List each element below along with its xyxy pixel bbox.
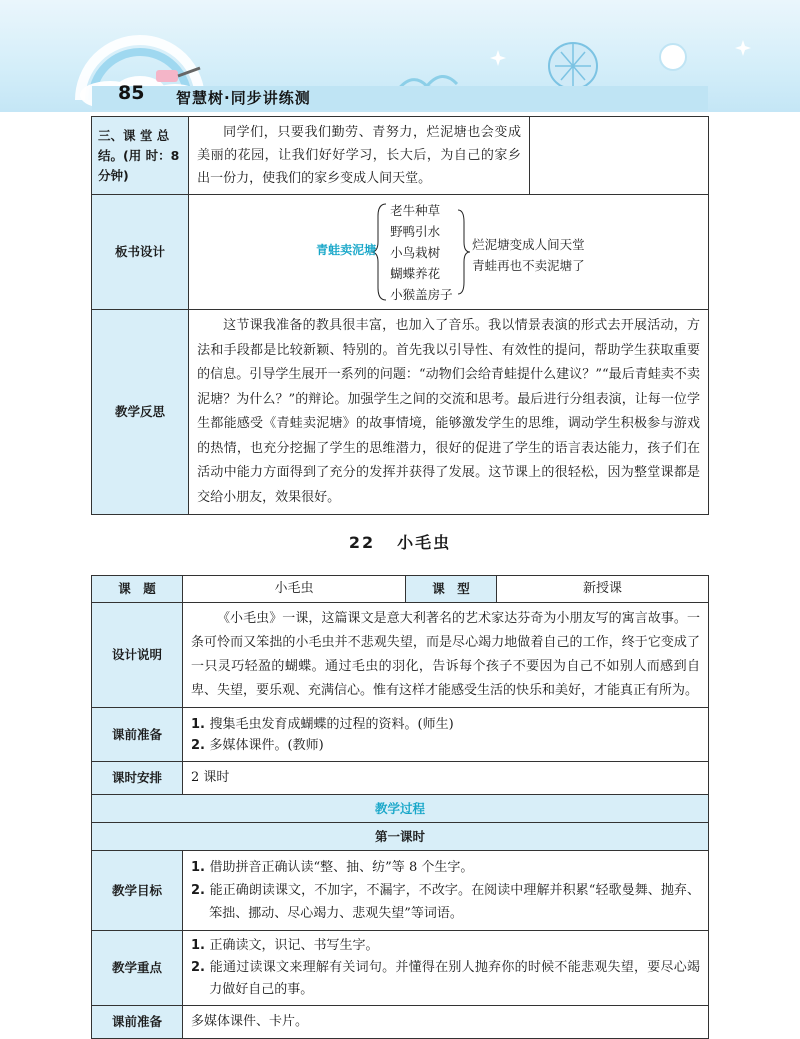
- first-period-title: 第一课时: [92, 823, 709, 851]
- page-number: 85: [118, 82, 145, 104]
- board-result: 烂泥塘变成人间天堂: [472, 237, 585, 252]
- reflection-label: 教学反思: [92, 310, 189, 515]
- type-label: 课 型: [406, 576, 497, 603]
- star-icon: [735, 40, 751, 56]
- goal-item: 1. 借助拼音正确认读“整、抽、纺”等 8 个生字。: [191, 860, 474, 875]
- board-item: 野鸭引水: [390, 224, 441, 239]
- page-header: [0, 0, 800, 112]
- design-label: 设计说明: [92, 603, 183, 708]
- summary-text: [189, 117, 530, 195]
- lesson-title: [0, 530, 800, 553]
- board-item: 蝴蝶养花: [390, 266, 441, 281]
- goals-list: [183, 851, 709, 931]
- prep-item: 1. 搜集毛虫发育成蝴蝶的过程的资料。(师生): [191, 716, 454, 732]
- reflection-cell: [189, 310, 709, 515]
- key-label: 教学重点: [92, 931, 183, 1006]
- topic-label: 课 题: [92, 576, 183, 603]
- lesson21-table: [91, 116, 709, 515]
- summary-paragraph: 同学们，只要我们勤劳、青努力，烂泥塘也会变成美丽的花园，让我们好好学习，长大后，为自己的家乡出一份力，使我们的家乡变成人间天堂。: [197, 125, 521, 186]
- lesson22-table: [91, 575, 709, 1039]
- board-item-list: [390, 200, 453, 305]
- book-title: 智慧树·同步讲练测: [176, 89, 311, 107]
- board-results: [472, 234, 585, 276]
- type-value: 新授课: [497, 576, 709, 603]
- board-center-title: 青蛙卖泥塘: [316, 243, 377, 257]
- board-result: 青蛙再也不卖泥塘了: [472, 258, 585, 273]
- design-cell: [183, 603, 709, 708]
- prep2-label: 课前准备: [92, 1006, 183, 1039]
- topic-value: 小毛虫: [183, 576, 406, 603]
- key-item: 1. 正确读文，识记、书写生字。: [191, 938, 379, 953]
- key-item: 2. 能通过读课文来理解有关词句。并懂得在别人抛弃你的时候不能悲观失望，要尽心竭力做好自己的事。: [191, 960, 700, 997]
- board-item: 老牛种草: [390, 203, 441, 218]
- process-title: 教学过程: [92, 795, 709, 823]
- lesson-number: 22: [348, 533, 376, 552]
- star-icon: [490, 50, 506, 66]
- board-design: [189, 195, 709, 310]
- hours-label: 课时安排: [92, 762, 183, 795]
- key-list: [183, 931, 709, 1006]
- summary-empty-cell: [529, 117, 708, 195]
- board-label: 板书设计: [92, 195, 189, 310]
- prep-list: [183, 708, 709, 762]
- board-item: 小猴盖房子: [390, 287, 453, 302]
- prep2-value: 多媒体课件、卡片。: [183, 1006, 709, 1039]
- board-item: 小鸟栽树: [390, 245, 441, 260]
- goals-label: 教学目标: [92, 851, 183, 931]
- reflection-text: 这节课我准备的教具很丰富，也加入了音乐。我以情景表演的形式去开展活动，方法和手段都是比较新颖、特别的。首先我以引导性、有效性的提问，帮助学生获取重要的信息。引导学生展开一系列的问题：“动物们会给青蛙提什么建议？”“最后青蛙卖不卖泥塘？为什么？”的辩论。加强学生之间的交流和思考。最后进行分组表演，让每一位学生都能感受《青蛙卖泥塘》的故事情境，能够激发学生的思维，调动学生积极参与游戏的热情，也充分挖掘了学生的思维潜力，很好的促进了学生的语言表达能力，孩子们在活动中能力方面得到了充分的发挥并获得了发展。这节课上的很轻松，因为整堂课都是交给小朋友，效果很好。: [197, 318, 700, 505]
- goal-item: 2. 能正确朗读课文，不加字，不漏字，不改字。在阅读中理解并积累“轻歌曼舞、抛弃、笨拙、挪动、尽心竭力、悲观失望”等词语。: [191, 883, 700, 921]
- prep-item: 2. 多媒体课件。(教师): [191, 737, 324, 753]
- lesson-name: 小毛虫: [397, 533, 452, 552]
- sun-icon: [658, 42, 688, 72]
- prep-label: 课前准备: [92, 708, 183, 762]
- hours-value: 2 课时: [183, 762, 709, 795]
- summary-label: 三、课 堂 总 结。(用 时：8 分钟): [92, 117, 189, 195]
- design-text: 《小毛虫》一课，这篇课文是意大利著名的艺术家达芬奇为小朋友写的寓言故事。一条可怜而又笨拙的小毛虫并不悲观失望，而是尽心竭力地做着自己的工作，终于它变成了一只灵巧轻盈的蝴蝶。通过毛虫的羽化，告诉每个孩子不要因为自己不如别人而感到自卑、失望，要乐观、充满信心。惟有这样才能感受生活的快乐和美好，才能真正有所为。: [191, 611, 700, 698]
